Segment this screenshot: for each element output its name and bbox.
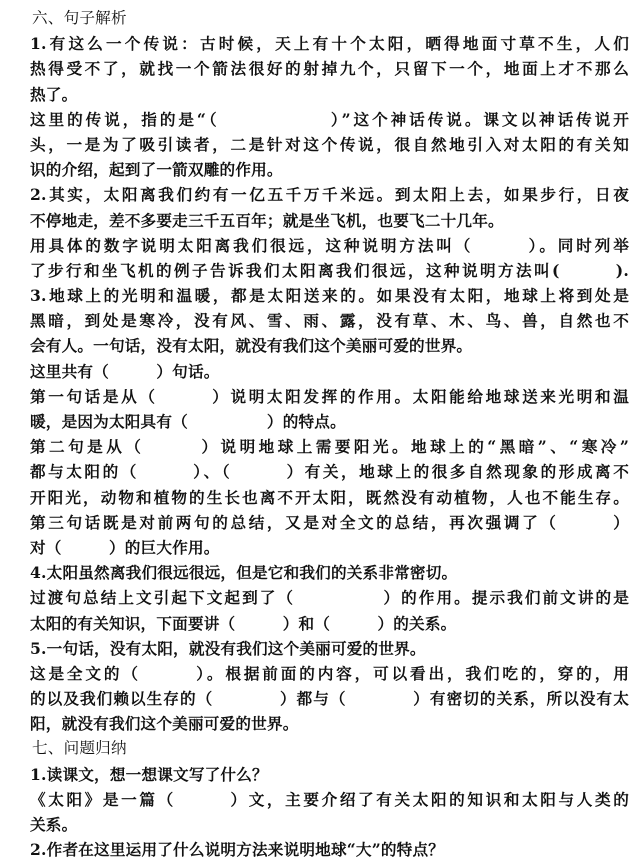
text-line: 识的介绍，起到了一箭双雕的作用。 (30, 160, 283, 180)
text-line: 2.作者在这里运用了什么说明方法来说明地球“大”的特点？ (30, 840, 445, 860)
text-line: 这里共有（ ）句话。 (30, 361, 220, 381)
text-line: 开阳光，动物和植物的生长也离不开太阳，既然没有动植物，人也不能生存。 (30, 487, 629, 507)
text-line: 太阳的有关知识，下面要讲（ ）和（ ）的关系。 (30, 613, 457, 633)
text-line: 第二句是从（ ）说明地球上需要阳光。地球上的“黑暗”、“寒冷” (30, 437, 629, 457)
text-line: 用具体的数字说明太阳离我们很远，这种说明方法叫（ ）。同时列举 (30, 235, 629, 255)
text-line: 了步行和坐飞机的例子告诉我们太阳离我们很远，这种说明方法叫( ). (30, 260, 629, 280)
text-line: 会有人。一句话，没有太阳，就没有我们这个美丽可爱的世界。 (30, 336, 473, 356)
text-line: 第一句话是从（ ）说明太阳发挥的作用。太阳能给地球送来光明和温 (30, 386, 629, 406)
text-line: 2.其实，太阳离我们约有一亿五千万千米远。到太阳上去，如果步行，日夜 (30, 185, 629, 205)
text-line: 1.有这么一个传说：古时候，天上有十个太阳，晒得地面寸草不生，人们 (30, 34, 629, 54)
text-line: 的以及我们赖以生存的（ ）都与（ ）有密切的关系，所以没有太 (30, 689, 629, 709)
text-line: 热得受不了，就找一个箭法很好的射掉九个，只留下一个，地面上才不那么 (30, 59, 629, 79)
text-line: 对（ ）的巨大作用。 (30, 537, 220, 557)
text-line: 这是全文的（ ）。根据前面的内容，可以看出，我们吃的，穿的，用 (30, 663, 629, 683)
text-line: 4.太阳虽然离我们很远很远，但是它和我们的关系非常密切。 (30, 563, 458, 583)
text-line: 1.读课文，想一想课文写了什么？ (30, 764, 268, 784)
text-line: 不停地走，差不多要走三千五百年；就是坐飞机，也要飞二十几年。 (30, 210, 504, 230)
text-line: 阳，就没有我们这个美丽可爱的世界。 (30, 714, 299, 734)
section-heading: 七、问题归纳 (32, 739, 127, 758)
text-line: 黑暗，到处是寒冷，没有风、雪、雨、露，没有草、木、鸟、兽，自然也不 (30, 311, 629, 331)
text-line: 热了。 (30, 84, 78, 104)
text-line: 头，一是为了吸引读者，二是针对这个传说，很自然地引入对太阳的有关知 (30, 134, 629, 154)
text-line: 5.一句话，没有太阳，就没有我们这个美丽可爱的世界。 (30, 638, 426, 658)
text-line: 关系。 (30, 815, 78, 834)
text-line: 都与太阳的（ ）、（ ）有关，地球上的很多自然现象的形成离不 (30, 462, 629, 482)
text-line: 3.地球上的光明和温暖，都是太阳送来的。如果没有太阳，地球上将到处是 (30, 286, 629, 306)
text-line: 第三句话既是对前两句的总结，又是对全文的总结，再次强调了（ ） (30, 512, 629, 532)
text-line: 《太阳》是一篇（ ）文，主要介绍了有关太阳的知识和太阳与人类的 (30, 789, 629, 809)
text-line: 这里的传说，指的是“（ ）”这个神话传说。课文以神话传说开 (30, 109, 629, 129)
text-line: 过渡句总结上文引起下文起到了（ ）的作用。提示我们前文讲的是 (30, 588, 629, 608)
section-heading: 六、句子解析 (32, 9, 127, 27)
text-line: 暖，是因为太阳具有（ ）的特点。 (30, 412, 346, 431)
